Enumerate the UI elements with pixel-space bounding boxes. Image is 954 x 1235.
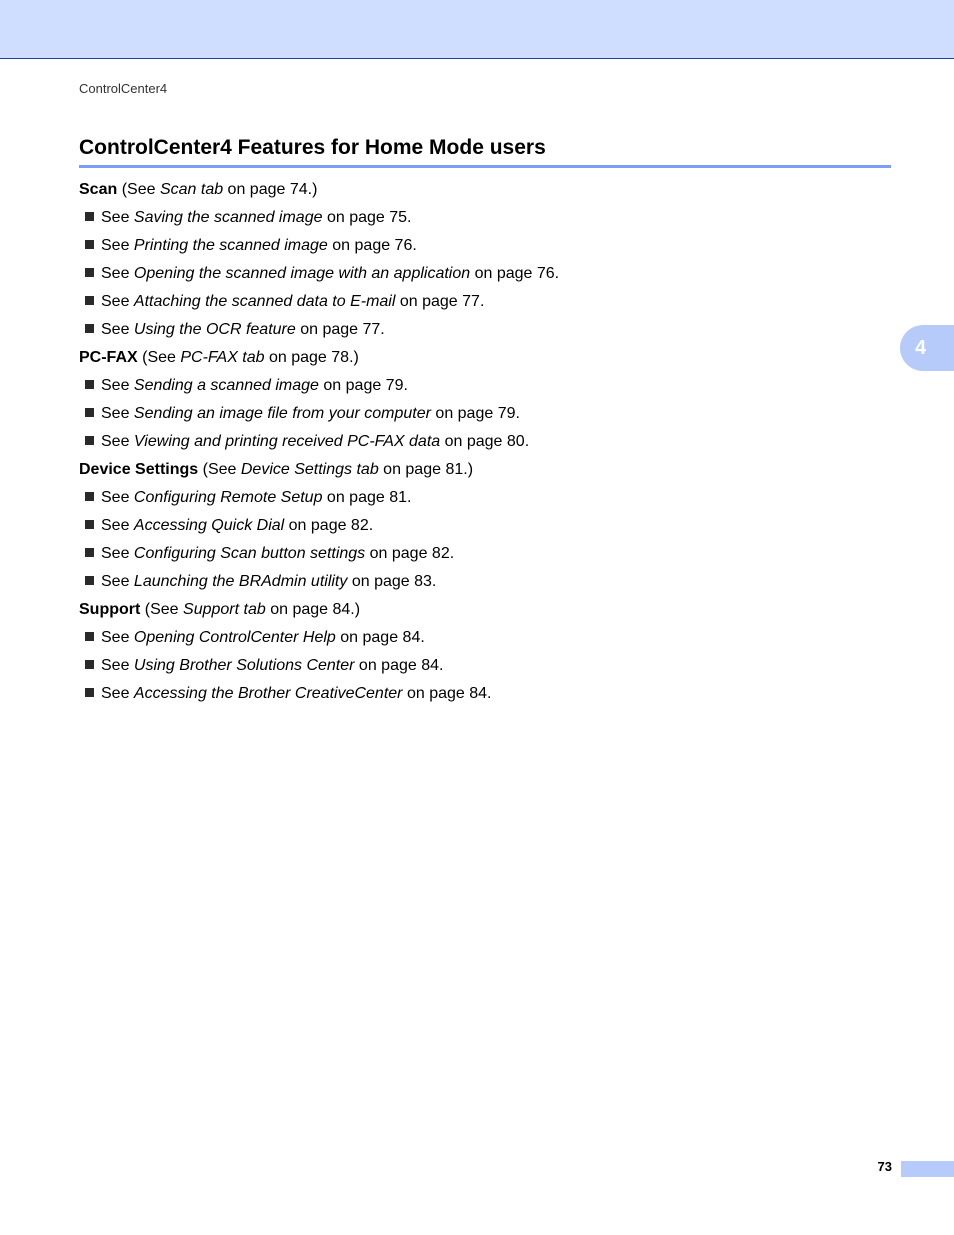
square-bullet-icon	[85, 436, 94, 445]
list-item: See Viewing and printing received PC-FAX data on page 80.	[79, 428, 879, 456]
category-name: Scan	[79, 181, 118, 198]
list-item: See Saving the scanned image on page 75.	[79, 204, 879, 232]
list-item: See Opening the scanned image with an application on page 76.	[79, 260, 879, 288]
item-link[interactable]: Opening the scanned image with an application	[133, 265, 471, 282]
square-bullet-icon	[85, 212, 94, 221]
page-number-bar	[901, 1161, 954, 1177]
page-number: 73	[877, 1159, 892, 1174]
item-link[interactable]: Sending an image file from your computer	[133, 405, 431, 422]
category-name: Device Settings	[79, 461, 199, 478]
page-ref: on page 81.)	[378, 461, 474, 478]
see-text: (See	[144, 601, 184, 618]
page-ref: on page 78.)	[264, 349, 359, 366]
see-text: (See	[121, 181, 160, 198]
category-name: Support	[79, 601, 141, 618]
list-item: See Accessing the Brother CreativeCenter on page 84.	[79, 680, 879, 708]
see-text: (See	[202, 461, 241, 478]
page-ref: on page 74.)	[223, 181, 318, 198]
item-link[interactable]: Configuring Scan button settings	[133, 545, 366, 562]
chapter-tab: 4	[900, 325, 954, 371]
item-link[interactable]: Accessing the Brother CreativeCenter	[133, 685, 403, 702]
square-bullet-icon	[85, 632, 94, 641]
list-item: See Accessing Quick Dial on page 82.	[79, 512, 879, 540]
list-item: See Using the OCR feature on page 77.	[79, 316, 879, 344]
square-bullet-icon	[85, 408, 94, 417]
item-link[interactable]: Viewing and printing received PC-FAX data	[133, 433, 441, 450]
square-bullet-icon	[85, 548, 94, 557]
square-bullet-icon	[85, 380, 94, 389]
list-item: See Attaching the scanned data to E-mail on page 77.	[79, 288, 879, 316]
item-link[interactable]: Launching the BRAdmin utility	[133, 573, 348, 590]
list-item: See Configuring Remote Setup on page 81.	[79, 484, 879, 512]
item-link[interactable]: Printing the scanned image	[133, 237, 328, 254]
category-device-settings	[79, 456, 879, 484]
square-bullet-icon	[85, 688, 94, 697]
item-link[interactable]: Saving the scanned image	[133, 209, 323, 226]
running-header: ControlCenter4	[79, 81, 168, 96]
list-item: See Printing the scanned image on page 76.	[79, 232, 879, 260]
category-scan	[79, 176, 879, 204]
item-link[interactable]: Accessing Quick Dial	[133, 517, 285, 534]
section-title: ControlCenter4 Features for Home Mode users	[79, 135, 891, 168]
square-bullet-icon	[85, 324, 94, 333]
device-settings-tab-link[interactable]: Device Settings tab	[240, 461, 379, 478]
item-link[interactable]: Opening ControlCenter Help	[133, 629, 336, 646]
feature-list	[79, 176, 879, 708]
item-link[interactable]: Attaching the scanned data to E-mail	[133, 293, 396, 310]
square-bullet-icon	[85, 576, 94, 585]
page-ref: on page 84.)	[265, 601, 361, 618]
list-item: See Using Brother Solutions Center on page 84.	[79, 652, 879, 680]
square-bullet-icon	[85, 268, 94, 277]
item-link[interactable]: Using the OCR feature	[133, 321, 296, 338]
square-bullet-icon	[85, 240, 94, 249]
square-bullet-icon	[85, 660, 94, 669]
header-band	[0, 0, 954, 59]
list-item: See Opening ControlCenter Help on page 84.	[79, 624, 879, 652]
support-tab-link[interactable]: Support tab	[183, 601, 266, 618]
category-support	[79, 596, 879, 624]
list-item: See Launching the BRAdmin utility on page 83.	[79, 568, 879, 596]
pc-fax-tab-link[interactable]: PC-FAX tab	[180, 349, 265, 366]
category-pc-fax	[79, 344, 879, 372]
square-bullet-icon	[85, 492, 94, 501]
list-item: See Sending a scanned image on page 79.	[79, 372, 879, 400]
see-text: (See	[142, 349, 181, 366]
list-item: See Sending an image file from your computer on page 79.	[79, 400, 879, 428]
scan-tab-link[interactable]: Scan tab	[159, 181, 224, 198]
square-bullet-icon	[85, 296, 94, 305]
item-link[interactable]: Configuring Remote Setup	[133, 489, 323, 506]
item-link[interactable]: Using Brother Solutions Center	[133, 657, 355, 674]
square-bullet-icon	[85, 520, 94, 529]
list-item: See Configuring Scan button settings on page 82.	[79, 540, 879, 568]
item-link[interactable]: Sending a scanned image	[133, 377, 319, 394]
category-name: PC-FAX	[79, 349, 138, 366]
